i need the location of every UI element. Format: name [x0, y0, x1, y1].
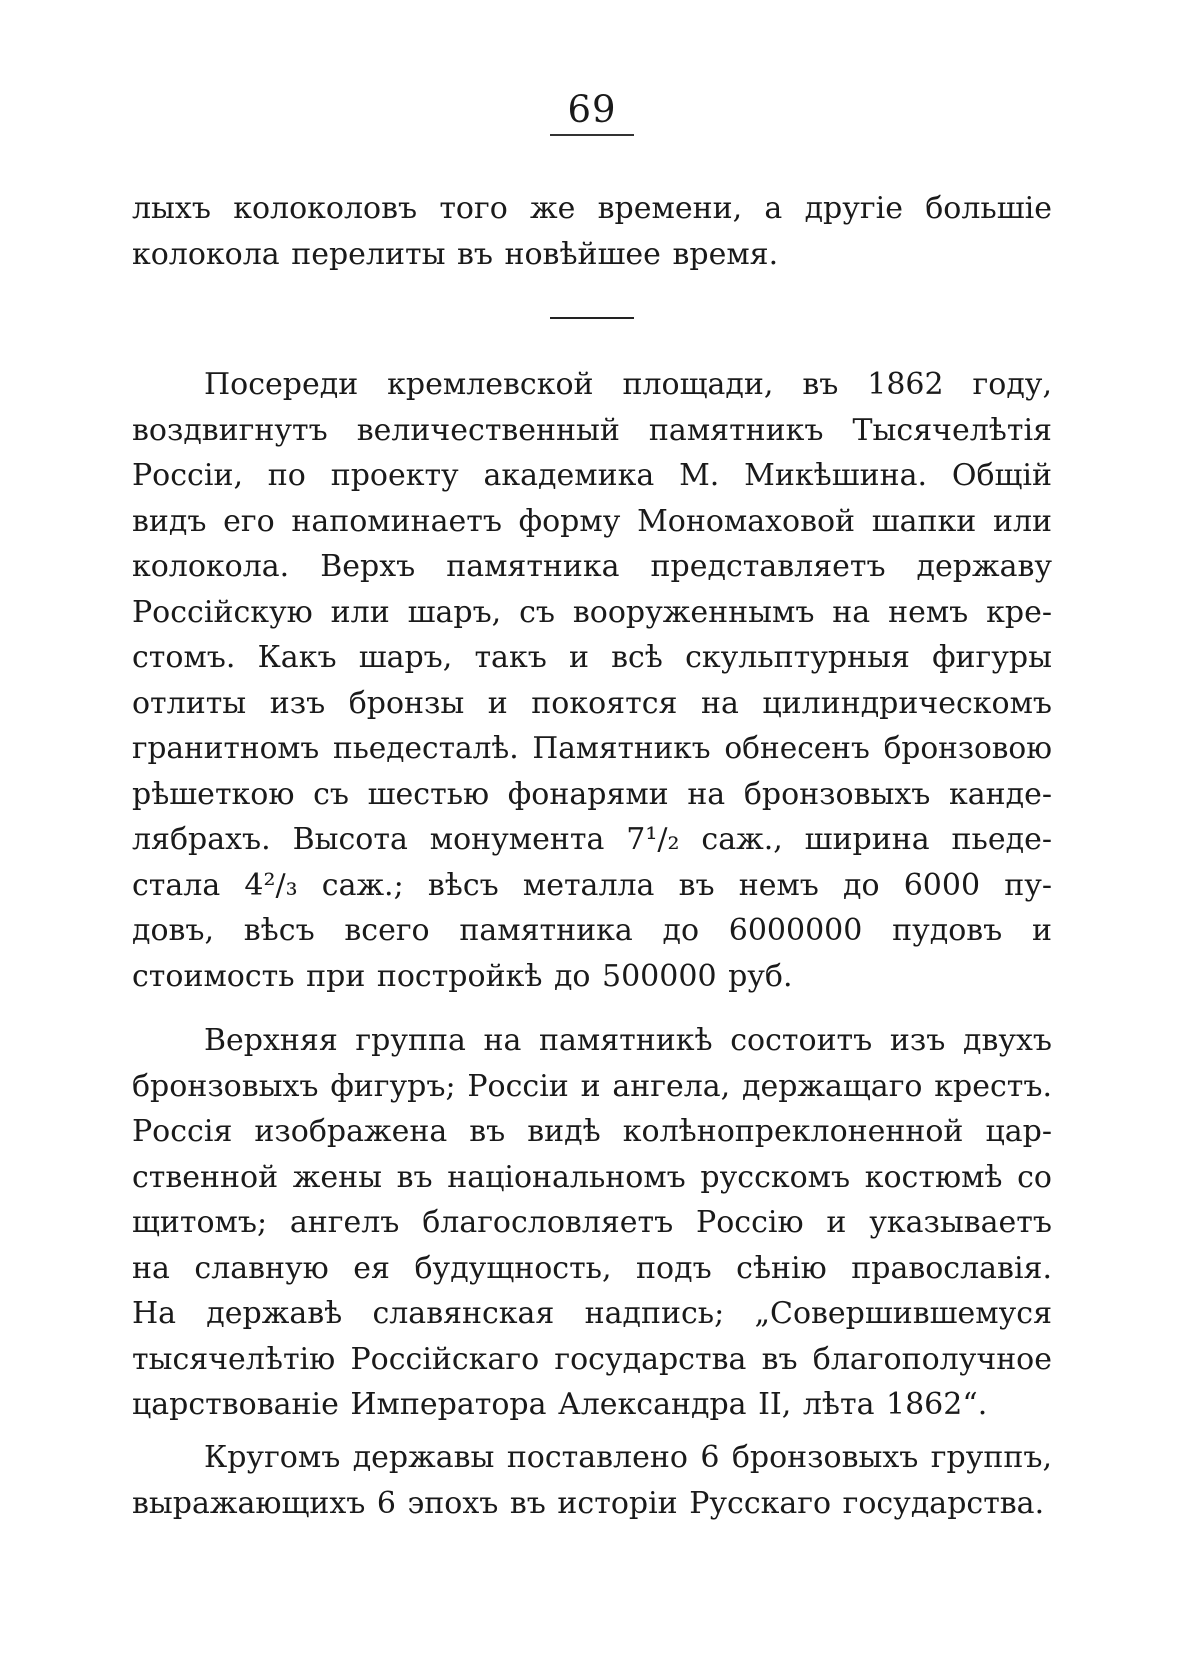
text-line: отлиты изъ бронзы и покоятся на цилиндрическомъ	[132, 685, 1052, 721]
paragraph-upper-group	[132, 1018, 1052, 1428]
text-line: рѣшеткою съ шестью фонарями на бронзовыхъ канде-	[132, 776, 1052, 812]
text-line: щитомъ; ангелъ благословляетъ Россію и указываетъ	[132, 1205, 1052, 1240]
text-line: воздвигнутъ величественный памятникъ Тысячелѣтія	[132, 412, 1052, 448]
text-line: стоимость при постройкѣ до 500000 руб.	[132, 958, 793, 994]
page-number: 69	[567, 88, 617, 131]
text-line: тысячелѣтію Россійскаго государства въ благополучное	[132, 1341, 1052, 1377]
text-line: довъ, вѣсъ всего памятника до 6000000 пудовъ и	[132, 913, 1052, 948]
page-number-underline	[550, 134, 634, 136]
paragraph-bronze-groups	[132, 1435, 1052, 1526]
text-line: Россіи, по проекту академика М. Микѣшина. Общій	[132, 458, 1052, 493]
text-line: на славную ея будущность, подъ сѣнію православія.	[132, 1250, 1052, 1286]
text-line: видъ его напоминаетъ форму Мономаховой шапки или	[132, 503, 1052, 539]
text-line: ственной жены въ національномъ русскомъ костюмѣ со	[132, 1159, 1052, 1195]
text-line: Россія изображена въ видѣ колѣнопреклоненной цар-	[132, 1114, 1052, 1149]
text-line: гранитномъ пьедесталѣ. Памятникъ обнесенъ бронзовою	[132, 731, 1052, 765]
text-line: колокола перелиты въ новѣйшее время.	[132, 236, 779, 272]
text-line: лыхъ колоколовъ того же времени, а другіе большіе	[132, 191, 1052, 226]
text-line: стала 4²/₃ саж.; вѣсъ металла въ немъ до 6000 пу-	[132, 867, 1052, 903]
text-line: лябрахъ. Высота монумента 7¹/₂ саж., ширина пьеде-	[132, 822, 1052, 857]
text-line: Верхняя группа на памятникѣ состоитъ изъ двухъ	[204, 1023, 1052, 1058]
text-line: Посереди кремлевской площади, въ 1862 году,	[204, 367, 1052, 402]
text-line: колокола. Верхъ памятника представляетъ державу	[132, 549, 1052, 584]
paragraph-monument	[132, 362, 1052, 999]
section-divider	[550, 317, 634, 319]
text-line: царствованіе Императора Александра II, лѣта 1862“.	[132, 1387, 988, 1422]
page-header	[0, 88, 1184, 136]
text-line: бронзовыхъ фигуръ; Россіи и ангела, держащаго крестъ.	[132, 1068, 1052, 1104]
text-line: На державѣ славянская надпись; „Совершившемуся	[132, 1296, 1052, 1331]
text-line: Кругомъ державы поставлено 6 бронзовыхъ группъ,	[204, 1440, 1052, 1475]
text-line: стомъ. Какъ шаръ, такъ и всѣ скульптурныя фигуры	[132, 640, 1052, 675]
text-line: выражающихъ 6 эпохъ въ исторіи Русскаго государства.	[132, 1485, 1045, 1521]
continuation-paragraph	[132, 186, 1052, 277]
text-line: Россійскую или шаръ, съ вооруженнымъ на немъ кре-	[132, 594, 1052, 630]
